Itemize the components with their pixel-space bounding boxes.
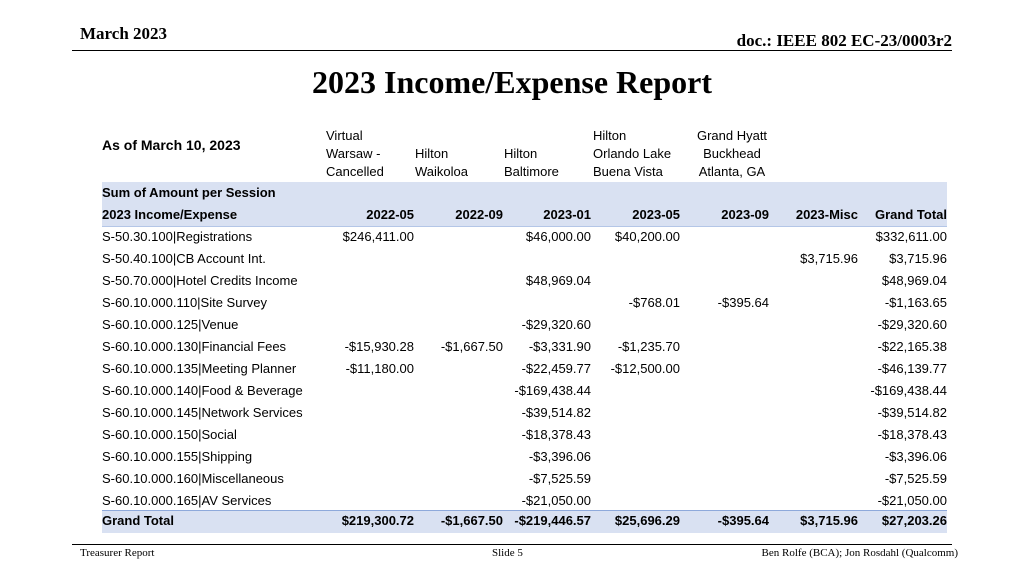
row-value: $48,969.04 [525, 273, 591, 288]
row-value: -$395.64 [717, 295, 769, 310]
row-value: $46,000.00 [525, 229, 591, 244]
row-label: S-60.10.000.110|Site Survey [102, 295, 268, 310]
row-label: S-50.70.000|Hotel Credits Income [102, 273, 298, 288]
row-label: S-50.30.100|Registrations [102, 229, 253, 244]
row-label: S-60.10.000.135|Meeting Planner [102, 361, 297, 376]
row-value: -$1,667.50 [440, 339, 503, 354]
row-label: S-60.10.000.155|Shipping [102, 449, 253, 464]
row-value: -$7,525.59 [528, 471, 591, 486]
venue-header-2022-05: Virtual Warsaw - Cancelled [326, 128, 384, 179]
row-value: -$22,165.38 [877, 339, 947, 354]
row-value: $48,969.04 [881, 273, 947, 288]
row-value: -$21,050.00 [877, 493, 947, 508]
row-value: -$7,525.59 [884, 471, 947, 486]
row-value: -$3,396.06 [884, 449, 947, 464]
row-value: -$18,378.43 [877, 427, 947, 442]
as-of-date: As of March 10, 2023 [102, 137, 241, 153]
row-value: -$15,930.28 [344, 339, 414, 354]
row-value: $40,200.00 [614, 229, 680, 244]
row-label: S-50.40.100|CB Account Int. [102, 251, 266, 266]
venue-header-2023-05: Hilton Orlando Lake Buena Vista [593, 128, 672, 179]
row-value: -$169,438.44 [870, 383, 947, 398]
row-value: -$768.01 [628, 295, 680, 310]
header-divider [72, 50, 952, 51]
grand-total-value: $3,715.96 [800, 513, 858, 528]
column-header: 2022-09 [455, 207, 503, 222]
sum-label: Sum of Amount per Session [102, 185, 276, 200]
row-label: S-60.10.000.160|Miscellaneous [102, 471, 284, 486]
row-label: S-60.10.000.150|Social [102, 427, 237, 442]
grand-total-value: $25,696.29 [614, 513, 680, 528]
venue-header-2022-09: Hilton Waikoloa [415, 146, 468, 179]
row-value: -$11,180.00 [345, 361, 414, 376]
row-value: -$39,514.82 [877, 405, 947, 420]
row-value: $3,715.96 [800, 251, 858, 266]
row-value: -$1,163.65 [884, 295, 947, 310]
header-date: March 2023 [80, 24, 168, 43]
row-value: $332,611.00 [875, 229, 947, 244]
grand-total-value: -$395.64 [717, 513, 769, 528]
grand-total-value: -$1,667.50 [440, 513, 503, 528]
column-header: Grand Total [875, 207, 947, 222]
row-value: -$12,500.00 [610, 361, 680, 376]
grand-total-label: Grand Total [102, 513, 174, 528]
row-value: $246,411.00 [342, 229, 414, 244]
row-value: -$1,235.70 [617, 339, 680, 354]
row-label: S-60.10.000.130|Financial Fees [102, 339, 287, 354]
row-label: S-60.10.000.125|Venue [102, 317, 239, 332]
row-value: -$18,378.43 [521, 427, 591, 442]
row-value: -$3,396.06 [528, 449, 591, 464]
column-header: 2023-09 [721, 207, 769, 222]
row-value: -$46,139.77 [877, 361, 947, 376]
column-header: 2023-05 [632, 207, 680, 222]
header-doc-id: doc.: IEEE 802 EC-23/0003r2 [736, 31, 952, 50]
footer-authors: Ben Rolfe (BCA); Jon Rosdahl (Qualcomm) [761, 547, 958, 559]
grand-total-value: -$219,446.57 [514, 513, 591, 528]
column-header: 2023-01 [543, 207, 591, 222]
grand-total-value: $219,300.72 [341, 513, 414, 528]
venue-header-2023-01: Hilton Baltimore [504, 146, 559, 179]
row-header-label: 2023 Income/Expense [102, 207, 238, 222]
row-value: -$21,050.00 [521, 493, 591, 508]
income-expense-table [102, 127, 947, 532]
column-header: 2022-05 [366, 207, 414, 222]
row-label: S-60.10.000.165|AV Services [102, 493, 272, 508]
row-value: -$3,331.90 [528, 339, 591, 354]
row-value: -$39,514.82 [521, 405, 591, 420]
column-header: 2023-Misc [795, 207, 858, 222]
footer-left: Treasurer Report [80, 547, 155, 559]
row-value: -$22,459.77 [521, 361, 591, 376]
page-title: 2023 Income/Expense Report [312, 64, 712, 100]
row-value: -$29,320.60 [877, 317, 947, 332]
venue-header-2023-09: Grand Hyatt Buckhead Atlanta, GA [696, 128, 768, 179]
row-value: $3,715.96 [889, 251, 947, 266]
row-value: -$29,320.60 [521, 317, 591, 332]
footer-divider [72, 544, 952, 545]
row-label: S-60.10.000.140|Food & Beverage [102, 383, 303, 398]
grand-total-value: $27,203.26 [881, 513, 947, 528]
row-value: -$169,438.44 [514, 383, 591, 398]
footer-slide-number: Slide 5 [492, 547, 523, 559]
row-label: S-60.10.000.145|Network Services [102, 405, 303, 420]
